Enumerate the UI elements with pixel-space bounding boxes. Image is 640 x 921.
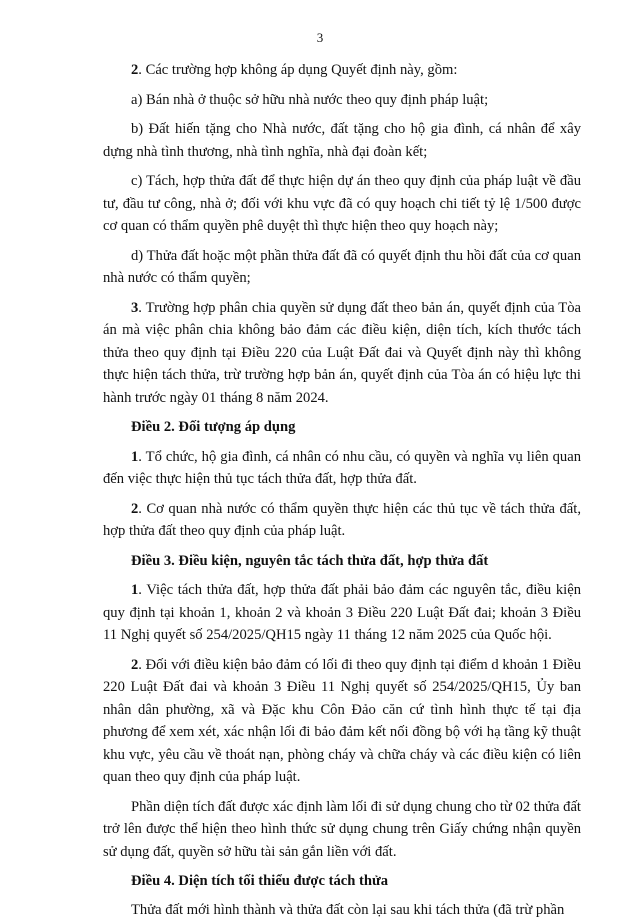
clause-number: 2	[131, 62, 138, 78]
clause-text: . Trường hợp phân chia quyền sử dụng đất theo bản án, quyết định của Tòa án mà việc phân chia không bảo đảm các điều kiện, diện tích, kích thước tách thửa theo quy định tại Điều 220 của Luật Đất đai và Quyết định này thì không thực hiện tách thửa, trừ trường hợp bản án, quyết định của Tòa án có hiệu lực thi hành trước ngày 01 tháng 8 năm 2024.	[103, 300, 581, 406]
item-a: a) Bán nhà ở thuộc sở hữu nhà nước theo quy định pháp luật;	[103, 89, 581, 112]
clause-number: 3	[131, 300, 138, 316]
document-body	[103, 59, 581, 921]
clause-text: . Việc tách thửa đất, hợp thửa đất phải bảo đảm các nguyên tắc, điều kiện quy định tại khoản 1, khoản 2 và khoản 3 Điều 220 Luật Đất đai; khoản 3 Điều 11 Nghị quyết số 254/2025/QH15 ngày 11 tháng 12 năm 2025 của Quốc hội.	[103, 582, 581, 643]
clause-number: 1	[131, 449, 138, 465]
clause-text: . Các trường hợp không áp dụng Quyết định này, gồm:	[138, 62, 457, 78]
clause-text: . Đối với điều kiện bảo đảm có lối đi theo quy định tại điểm d khoản 1 Điều 220 Luật Đất đai và khoản 3 Điều 11 Nghị quyết số 254/2025/QH15, Ủy ban nhân dân phường, xã và Đặc khu Côn Đảo căn cứ tình hình thực tế tại địa phương để xem xét, xác nhận lối đi bảo đảm kết nối đồng bộ với hạ tầng kỹ thuật khu vực, yêu cầu về thoát nạn, phòng cháy và chữa cháy và các điều kiện có liên quan theo quy định của pháp luật.	[103, 657, 581, 786]
article-3-heading: Điều 3. Điều kiện, nguyên tắc tách thửa đất, hợp thửa đất	[103, 550, 581, 573]
clause-text: . Tổ chức, hộ gia đình, cá nhân có nhu cầu, có quyền và nghĩa vụ liên quan đến việc thực hiện thủ tục tách thửa đất, hợp thửa đất.	[103, 449, 581, 488]
clause-3	[103, 297, 581, 410]
article-4-paragraph: Thửa đất mới hình thành và thửa đất còn lại sau khi tách thửa (đã trừ phần	[103, 899, 581, 921]
clause-number: 2	[131, 657, 138, 673]
article-2-clause-1	[103, 446, 581, 491]
article-3-clause-1	[103, 579, 581, 647]
clause-2	[103, 59, 581, 82]
clause-text: . Cơ quan nhà nước có thẩm quyền thực hiện các thủ tục về tách thửa đất, hợp thửa đất theo quy định của pháp luật.	[103, 501, 581, 540]
clause-number: 1	[131, 582, 138, 598]
page-number: 3	[0, 30, 640, 46]
item-c: c) Tách, hợp thửa đất để thực hiện dự án theo quy định của pháp luật về đầu tư, đầu tư công, nhà ở; đối với khu vực đã có quy hoạch chi tiết tỷ lệ 1/500 được cơ quan có thẩm quyền phê duyệt thì thực hiện theo quy hoạch này;	[103, 170, 581, 238]
article-3-paragraph: Phần diện tích đất được xác định làm lối đi sử dụng chung cho từ 02 thửa đất trở lên được thể hiện theo hình thức sử dụng chung trên Giấy chứng nhận quyền sử dụng đất, quyền sở hữu tài sản gắn liền với đất.	[103, 796, 581, 864]
article-2-clause-2	[103, 498, 581, 543]
article-2-heading: Điều 2. Đối tượng áp dụng	[103, 416, 581, 439]
item-b: b) Đất hiến tặng cho Nhà nước, đất tặng cho hộ gia đình, cá nhân để xây dựng nhà tình thương, nhà tình nghĩa, nhà đại đoàn kết;	[103, 118, 581, 163]
article-4-heading: Điều 4. Diện tích tối thiểu được tách thửa	[103, 870, 581, 893]
clause-number: 2	[131, 501, 138, 517]
item-d: d) Thửa đất hoặc một phần thửa đất đã có quyết định thu hồi đất của cơ quan nhà nước có thẩm quyền;	[103, 245, 581, 290]
article-3-clause-2	[103, 654, 581, 789]
